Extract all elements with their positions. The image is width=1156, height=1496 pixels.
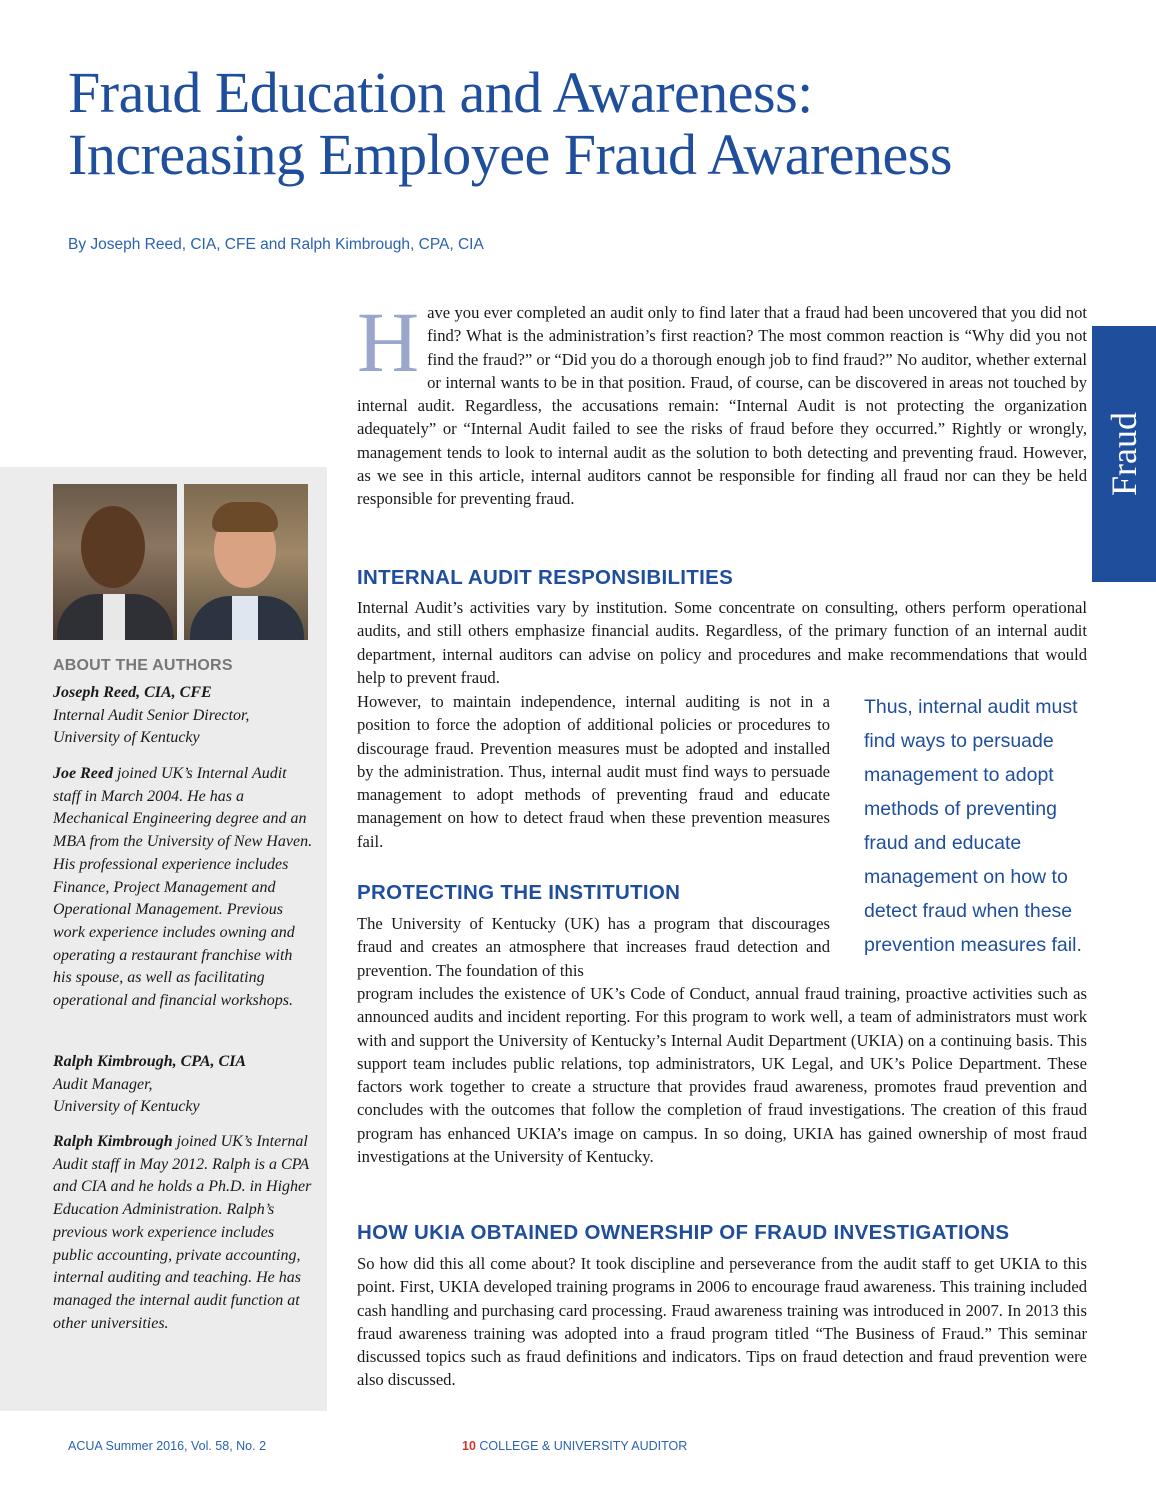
author-1-role: Internal Audit Senior Director, xyxy=(53,706,250,724)
author-1-credentials xyxy=(53,682,315,750)
publication-name: COLLEGE & UNIVERSITY AUDITOR xyxy=(475,1439,688,1453)
s3-paragraph-1: So how did this all come about? It took discipline and perseverance from the audit staff to get UKIA to this point. First, UKIA developed training programs in 2006 to encourage fraud awareness. This training included cash handling and purchasing card processing. Fraud awareness training was introduced in 2007. In 2013 this fraud awareness training was adopted into a fraud program titled “The Business of Fraud.” This seminar discussed topics such as fraud definitions and indicators. Tips on fraud detection and fraud prevention were also discussed. xyxy=(357,1254,1087,1390)
author-2-role: Audit Manager, xyxy=(53,1075,153,1093)
author-2-bio-text: joined UK’s Internal Audit staff in May 2012. Ralph is a CPA and CIA and he holds a Ph.D. in Higher Education Administration. Ralph’s previous work experience includes public accounting, private accounting, internal auditing and teaching. He has managed the internal audit function at other universities. xyxy=(53,1133,312,1332)
section-tab-label: Fraud xyxy=(1104,412,1144,496)
heading-how-ukia-obtained-ownership: HOW UKIA OBTAINED OWNERSHIP OF FRAUD INVESTIGATIONS xyxy=(357,1221,1010,1244)
author-1-org: University of Kentucky xyxy=(53,729,200,747)
author-photo-joseph-reed xyxy=(53,484,177,640)
author-2-org: University of Kentucky xyxy=(53,1098,200,1116)
author-2-name: Ralph Kimbrough, CPA, CIA xyxy=(53,1053,247,1070)
s1-paragraph-1: Internal Audit’s activities vary by institution. Some concentrate on consulting, others perform operational audits, and still others emphasize financial audits. Regardless, of the primary function of an internal audit department, internal auditors can advise on policy and procedures and make recommendations that would help to prevent fraud. xyxy=(357,598,1087,687)
author-1-name: Joseph Reed, CIA, CFE xyxy=(53,684,212,701)
intro-paragraph xyxy=(357,294,1087,511)
intro-text: ave you ever completed an audit only to find later that a fraud had been uncovered that you did not find? What is the administration’s first reaction? The most common reaction is “Why did you not find the fraud?” or “Did you do a thorough enough job to find fraud?” No auditor, whether external or internal wants to be in that position. Fraud, of course, can be discovered in areas not touched by internal audit. Regardless, the accusations remain: “Internal Audit is not protecting the organization adequately” or “Internal Audit failed to see the risks of fraud before they occurred.” Rightly or wrongly, management tends to look to internal audit as the solution to both detecting and preventing fraud. However, as we see in this article, internal auditors cannot be responsible for finding all fraud nor can they be held responsible for preventing fraud. xyxy=(357,303,1087,509)
author-2-bio-name: Ralph Kimbrough xyxy=(53,1133,173,1150)
author-2-credentials xyxy=(53,1051,315,1119)
article-title-line-1: Fraud Education and Awareness: xyxy=(68,60,813,125)
pull-quote: Thus, internal audit must find ways to persuade management to adopt methods of preventing fraud and educate management on how to detect fraud when these prevention measures fail. xyxy=(864,696,1082,956)
article-title xyxy=(68,62,1128,186)
author-photo-ralph-kimbrough xyxy=(184,484,308,640)
article-title-line-2: Increasing Employee Fraud Awareness xyxy=(68,122,952,187)
byline: By Joseph Reed, CIA, CFE and Ralph Kimbrough, CPA, CIA xyxy=(68,236,484,253)
authors-sidebar xyxy=(0,467,327,1411)
author-1-bio xyxy=(53,763,315,1013)
drop-cap: H xyxy=(357,294,420,390)
s2-paragraph-1: The University of Kentucky (UK) has a program that discourages fraud and creates an atmosphere that increases fraud detection and prevention. The foundation of this xyxy=(357,914,830,980)
page-number: 10 xyxy=(462,1439,476,1453)
heading-protecting-the-institution: PROTECTING THE INSTITUTION xyxy=(357,881,681,904)
s1-paragraph-2: However, to maintain independence, internal auditing is not in a position to force the adoption of additional policies or procedures to discourage fraud. Prevention measures must be adopted and installed by the administration. Thus, internal audit must find ways to persuade management to adopt methods of preventing fraud and educate management on how to detect fraud when these prevention measures fail. xyxy=(357,692,830,851)
about-authors-heading: ABOUT THE AUTHORS xyxy=(53,657,233,674)
heading-internal-audit-responsibilities: INTERNAL AUDIT RESPONSIBILITIES xyxy=(357,566,734,589)
author-2-bio xyxy=(53,1131,315,1335)
author-1-bio-name: Joe Reed xyxy=(53,765,113,782)
s2-paragraph-2: program includes the existence of UK’s Code of Conduct, annual fraud training, proactive activities such as announced audits and incident reporting. For this program to work well, a team of administrators must work with and support the University of Kentucky’s Internal Audit Department (UKIA) on a continuing basis. This support team includes public relations, top administrators, UK Legal, and UK’s Police Department. These factors work together to create a structure that provides fraud awareness, promotes fraud prevention and concludes with the outcomes that follow the completion of fraud investigations. The creation of this fraud program has enhanced UKIA’s image on campus. In so doing, UKIA has gained ownership of most fraud investigations at the University of Kentucky. xyxy=(357,984,1087,1167)
footer-issue-info: ACUA Summer 2016, Vol. 58, No. 2 xyxy=(68,1439,267,1453)
section-tab xyxy=(1092,326,1156,582)
footer-page-info xyxy=(462,1439,687,1453)
author-1-bio-text: joined UK’s Internal Audit staff in March 2004. He has a Mechanical Engineering degree and an MBA from the University of New Haven. His professional experience includes Finance, Project Management and Operational Management. Previous work experience includes owning and operating a restaurant franchise with his spouse, as well as facilitating operational and financial workshops. xyxy=(53,765,313,1010)
